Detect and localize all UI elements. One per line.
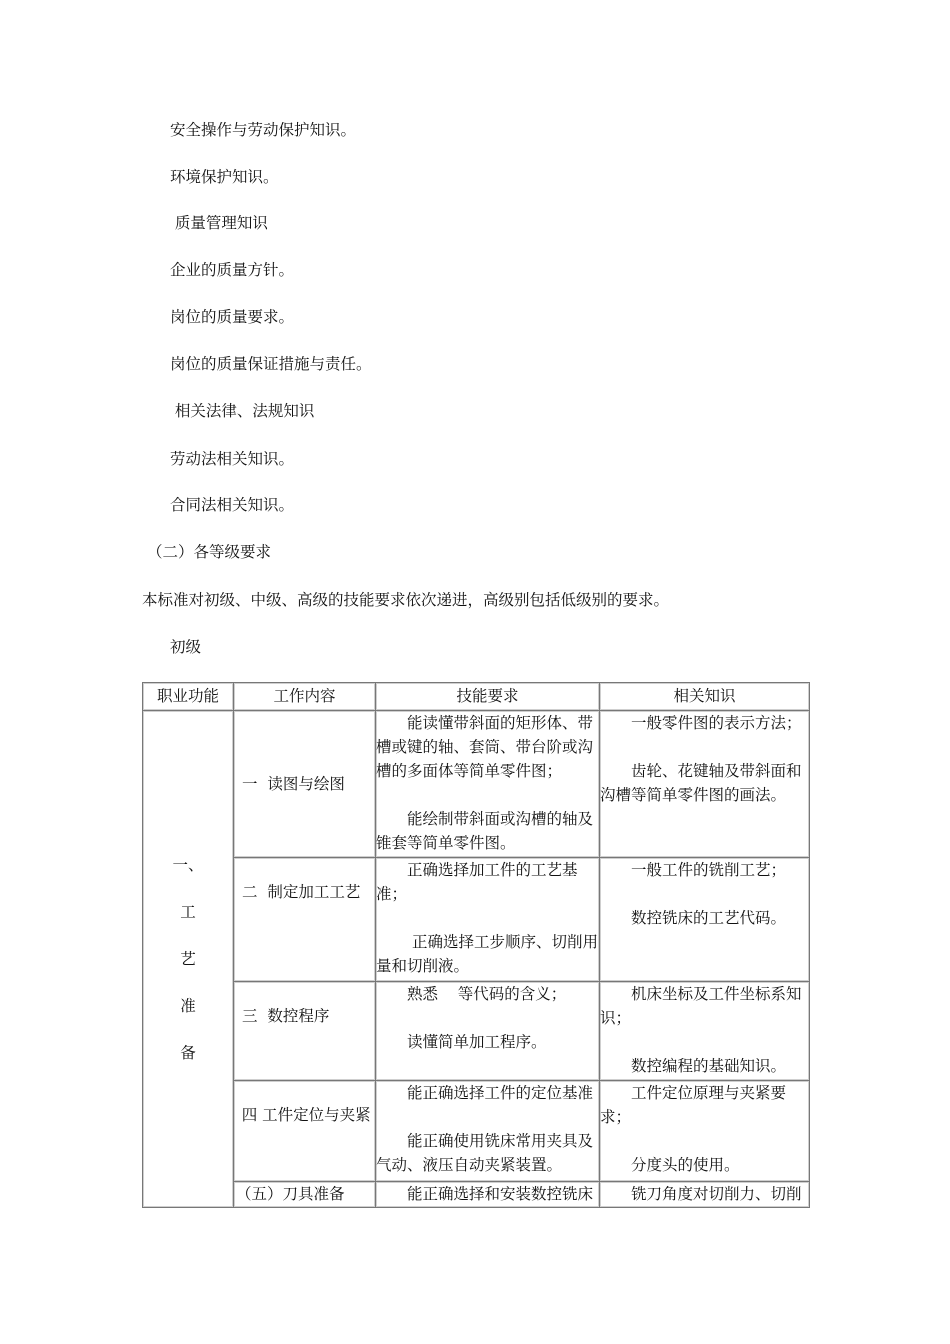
skill-text: 能读懂带斜面的矩形体、带槽或键的轴、套筒、带台阶或沟槽的多面体等简单零件图；: [376, 714, 594, 780]
table-row: [143, 1182, 810, 1208]
knowledge-text: 数控铣床的工艺代码。: [631, 909, 787, 927]
knowledge-cell: [600, 858, 810, 982]
skill-text: 能正确选择和安装数控铣床: [407, 1185, 594, 1203]
work-content-cell: [234, 858, 376, 982]
function-char: 工: [180, 902, 196, 921]
paragraph: 本标准对初级、中级、高级的技能要求依次递进，高级别包括低级别的要求。: [142, 591, 670, 609]
work-content-cell: [234, 711, 376, 858]
skill-text: 正确选择工步顺序、切削用量和切削液。: [376, 933, 598, 975]
requirements-table: [142, 682, 810, 1208]
knowledge-cell: [600, 982, 810, 1081]
text-line: 劳动法相关知识。: [170, 450, 295, 468]
level-heading: 初级: [170, 638, 202, 656]
header-function: 职业功能: [143, 683, 234, 711]
work-content: （五）刀具准备: [236, 1185, 345, 1203]
header-work: 工作内容: [234, 683, 376, 711]
skills-cell: [376, 982, 600, 1081]
text-line: 环境保护知识。: [170, 168, 279, 186]
knowledge-cell: [600, 1182, 810, 1208]
knowledge-text: 一般工件的铣削工艺；: [631, 861, 787, 879]
knowledge-cell: [600, 1081, 810, 1182]
knowledge-text: 齿轮、花键轴及带斜面和沟槽等简单零件图的画法。: [600, 762, 802, 804]
text-line: 企业的质量方针。: [170, 261, 295, 279]
text-line: 安全操作与劳动保护知识。: [170, 121, 357, 139]
text-line: 合同法相关知识。: [170, 496, 295, 514]
section-heading: 相关法律、法规知识: [170, 402, 315, 420]
skills-cell: [376, 1081, 600, 1182]
function-char: 备: [180, 1043, 196, 1062]
work-content: 四 工件定位与夹紧: [241, 1106, 371, 1124]
function-char: 艺: [180, 949, 196, 968]
function-cell: [143, 711, 234, 1208]
knowledge-cell: [600, 711, 810, 858]
function-char: 一、: [172, 855, 204, 874]
skill-text: 熟悉 等代码的含义；: [407, 985, 567, 1003]
text-line: 岗位的质量保证措施与责任。: [170, 355, 372, 373]
header-skills: 技能要求: [376, 683, 600, 711]
work-content: 三 数控程序: [242, 1007, 330, 1025]
work-content-cell: [234, 1182, 376, 1208]
work-content-cell: [234, 1081, 376, 1182]
skill-text: 能绘制带斜面或沟槽的轴及锥套等简单零件图。: [376, 810, 594, 852]
section-heading: 质量管理知识: [170, 214, 268, 232]
function-char: 准: [180, 996, 196, 1015]
knowledge-text: 一般零件图的表示方法；: [631, 714, 802, 732]
knowledge-text: 分度头的使用。: [631, 1156, 740, 1174]
table-row: [143, 982, 810, 1081]
skill-text: 读懂简单加工程序。: [407, 1033, 547, 1051]
text-line: 岗位的质量要求。: [170, 308, 295, 326]
table-header-row: [143, 683, 810, 711]
knowledge-text: 数控编程的基础知识。: [631, 1057, 787, 1075]
skills-cell: [376, 1182, 600, 1208]
skill-text: 能正确使用铣床常用夹具及气动、液压自动夹紧装置。: [376, 1132, 594, 1174]
skill-text: 能正确选择工件的定位基准: [407, 1084, 594, 1102]
header-knowledge: 相关知识: [600, 683, 810, 711]
table-row: [143, 711, 810, 858]
section-heading: （二）各等级要求: [147, 543, 272, 561]
knowledge-text: 铣刀角度对切削力、切削: [631, 1185, 802, 1203]
table-row: [143, 858, 810, 982]
work-content: 二 制定加工工艺: [242, 883, 361, 901]
knowledge-text: 机床坐标及工件坐标系知识；: [600, 985, 802, 1027]
skills-cell: [376, 711, 600, 858]
knowledge-text: 工件定位原理与夹紧要求；: [600, 1084, 787, 1126]
skills-cell: [376, 858, 600, 982]
work-content: 一 读图与绘图: [242, 775, 345, 793]
table-row: [143, 1081, 810, 1182]
skill-text: 正确选择加工件的工艺基准；: [376, 861, 578, 903]
work-content-cell: [234, 982, 376, 1081]
